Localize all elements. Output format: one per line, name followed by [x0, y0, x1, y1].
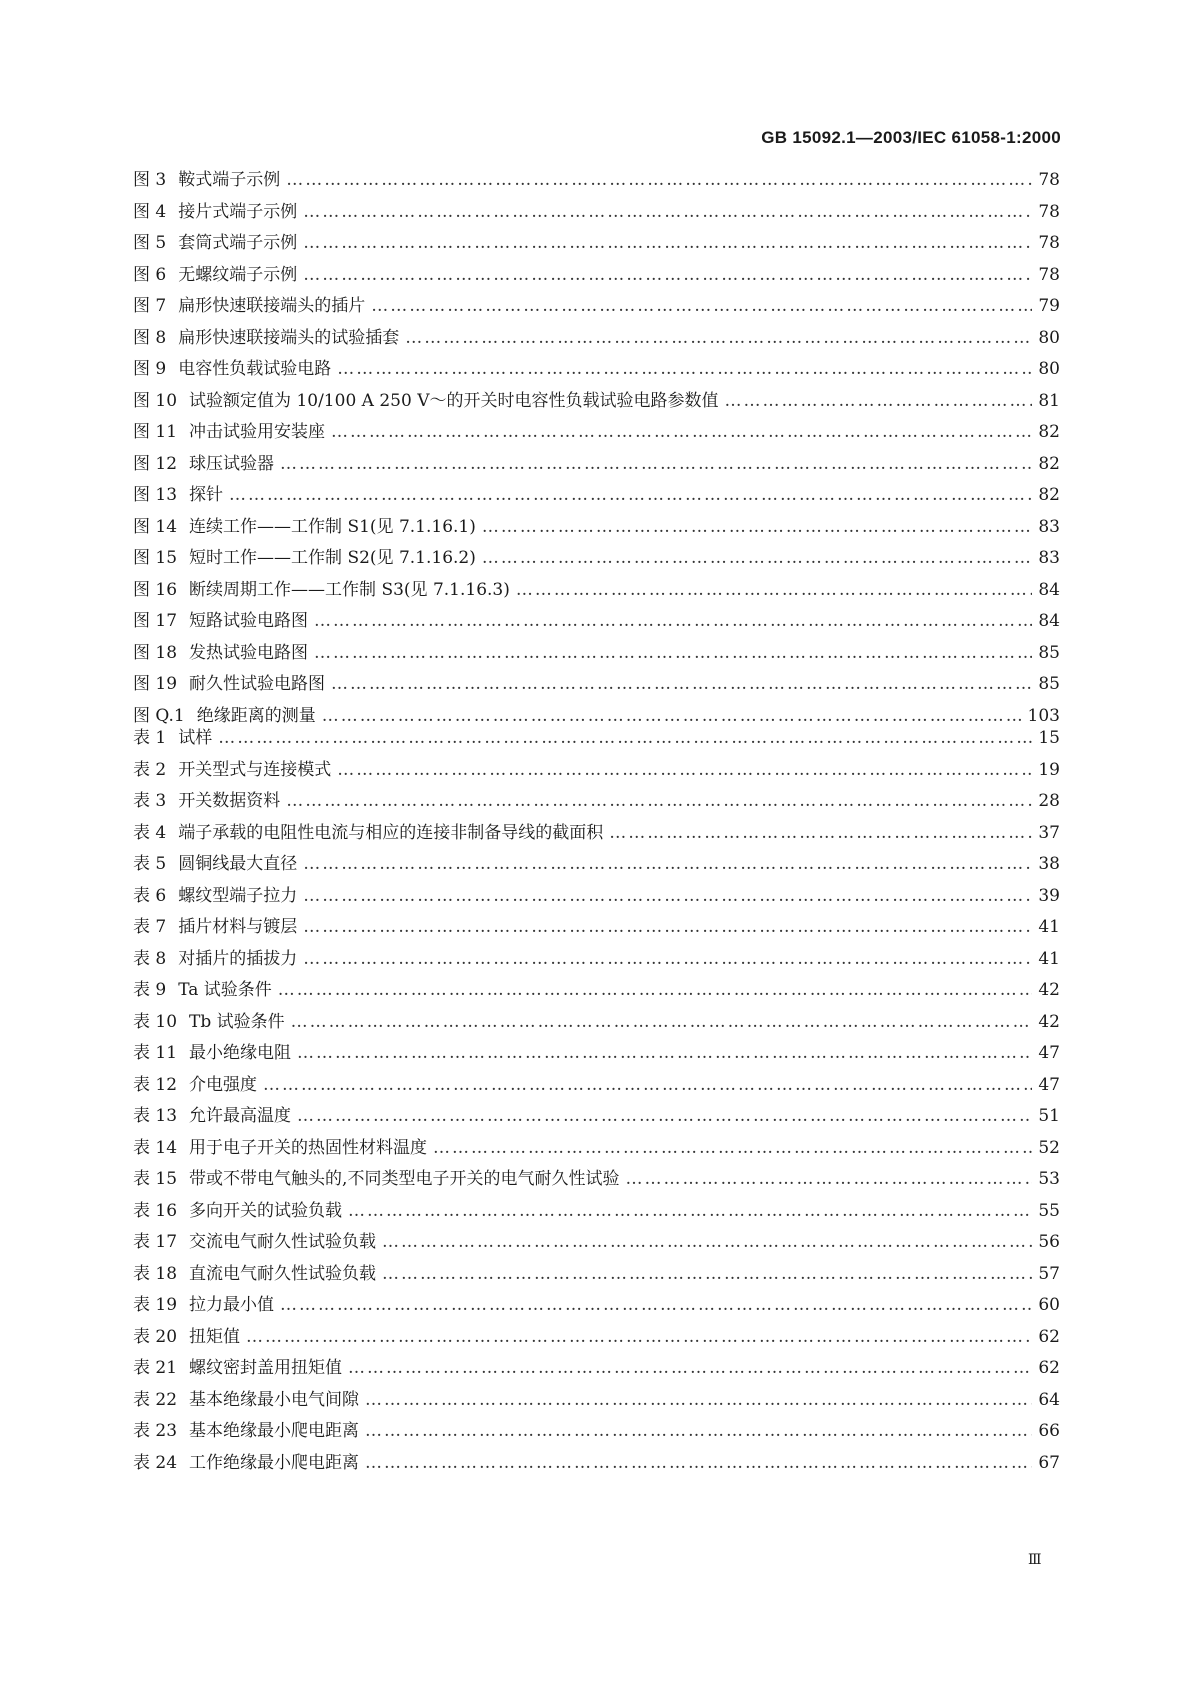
entry-label: 图 12 [133, 453, 178, 474]
figure-entry[interactable] [133, 291, 1060, 323]
entry-title: 端子承载的电阻性电流与相应的连接非制备导线的截面积 [178, 822, 604, 843]
table-entry[interactable] [133, 1164, 1060, 1196]
leader-dots [291, 1012, 1033, 1032]
entry-label: 图 13 [133, 485, 178, 505]
figure-entry[interactable] [133, 228, 1060, 260]
entry-label: 表 23 [133, 1421, 178, 1441]
entry-page-number: 83 [1038, 516, 1060, 537]
entry-page-number: 80 [1038, 359, 1060, 379]
leader-dots [314, 643, 1032, 663]
entry-page-number: 42 [1038, 980, 1060, 1000]
table-entry[interactable] [133, 1353, 1060, 1385]
table-entry[interactable] [133, 1038, 1060, 1070]
entry-title: 耐久性试验电路图 [189, 674, 326, 694]
entry-title: 拉力最小值 [189, 1295, 275, 1315]
entry-page-number: 19 [1038, 759, 1060, 780]
entry-page-number: 83 [1038, 548, 1060, 568]
leader-dots [371, 296, 1032, 316]
entry-title: 发热试验电路图 [189, 642, 309, 663]
entry-label: 图 19 [133, 674, 178, 694]
leader-dots [405, 328, 1032, 348]
entry-label: 表 24 [133, 1452, 178, 1473]
entry-label: 表 17 [133, 1232, 178, 1252]
table-entry[interactable] [133, 1227, 1060, 1259]
entry-label: 表 20 [133, 1326, 178, 1347]
entry-label: 表 14 [133, 1137, 178, 1158]
entry-title: 试样 [178, 728, 213, 748]
table-entry[interactable] [133, 1259, 1060, 1291]
entry-page-number: 103 [1027, 705, 1060, 726]
leader-dots [303, 917, 1032, 937]
entry-title: 短时工作——工作制 S2(见 7.1.16.2) [189, 548, 476, 568]
leader-dots [229, 485, 1032, 505]
entry-page-number: 57 [1038, 1263, 1060, 1284]
leader-dots [303, 854, 1032, 874]
leader-dots [280, 1295, 1032, 1315]
entry-label: 图 8 [133, 327, 167, 348]
leader-dots [297, 1043, 1032, 1063]
entry-title: 开关数据资料 [178, 791, 281, 811]
figure-entry[interactable] [133, 386, 1060, 418]
entry-title: 试验额定值为 10/100 A 250 V～的开关时电容性负载试验电路参数值 [189, 390, 719, 411]
entry-page-number: 82 [1038, 485, 1060, 505]
table-entry[interactable] [133, 849, 1060, 881]
entry-title: 无螺纹端子示例 [178, 264, 298, 285]
entry-page-number: 56 [1038, 1232, 1060, 1252]
table-entry[interactable] [133, 786, 1060, 818]
entry-label: 图 3 [133, 170, 167, 190]
figure-entry[interactable] [133, 543, 1060, 575]
table-entry[interactable] [133, 1290, 1060, 1322]
figure-entry[interactable] [133, 512, 1060, 544]
table-entry[interactable] [133, 723, 1060, 755]
entry-page-number: 79 [1038, 296, 1060, 316]
leader-dots [280, 454, 1032, 474]
entry-title: 插片材料与镀层 [178, 917, 298, 937]
leader-dots [303, 949, 1032, 969]
entry-page-number: 67 [1038, 1452, 1060, 1473]
entry-label: 表 2 [133, 759, 167, 780]
entry-page-number: 37 [1038, 822, 1060, 843]
table-entry[interactable] [133, 1322, 1060, 1354]
table-entry[interactable] [133, 1007, 1060, 1039]
entry-page-number: 85 [1038, 642, 1060, 663]
entry-page-number: 62 [1038, 1326, 1060, 1347]
entry-label: 图 5 [133, 233, 167, 253]
entry-title: 圆铜线最大直径 [178, 854, 298, 874]
entry-title: 电容性负载试验电路 [178, 359, 332, 379]
table-entry[interactable] [133, 1448, 1060, 1480]
entry-label: 表 9 [133, 980, 167, 1000]
entry-page-number: 78 [1038, 233, 1060, 253]
leader-dots [348, 1358, 1032, 1378]
leader-dots [337, 359, 1032, 379]
leader-dots [609, 823, 1032, 843]
table-entry[interactable] [133, 1416, 1060, 1448]
entry-page-number: 78 [1038, 201, 1060, 222]
standard-code-header: GB 15092.1—2003/IEC 61058-1:2000 [761, 128, 1061, 147]
entry-title: 直流电气耐久性试验负载 [189, 1263, 377, 1284]
entry-page-number: 82 [1038, 453, 1060, 474]
table-list [133, 723, 1060, 1479]
figure-entry[interactable] [133, 449, 1060, 481]
entry-title: 螺纹型端子拉力 [178, 885, 298, 906]
entry-title: 最小绝缘电阻 [189, 1043, 292, 1063]
entry-page-number: 62 [1038, 1358, 1060, 1378]
entry-title: 开关型式与连接模式 [178, 759, 332, 780]
figure-entry[interactable] [133, 260, 1060, 292]
figure-entry[interactable] [133, 354, 1060, 386]
entry-page-number: 60 [1038, 1295, 1060, 1315]
entry-title: Ta 试验条件 [178, 980, 272, 1000]
leader-dots [365, 1390, 1032, 1410]
entry-label: 图 7 [133, 296, 167, 316]
entry-page-number: 78 [1038, 264, 1060, 285]
entry-title: 套筒式端子示例 [178, 233, 298, 253]
table-entry[interactable] [133, 912, 1060, 944]
entry-label: 图 15 [133, 548, 178, 568]
entry-title: 螺纹密封盖用扭矩值 [189, 1358, 343, 1378]
entry-page-number: 81 [1038, 390, 1060, 411]
entry-page-number: 42 [1038, 1011, 1060, 1032]
entry-title: 带或不带电气触头的,不同类型电子开关的电气耐久性试验 [189, 1169, 620, 1189]
entry-label: 图 17 [133, 611, 178, 631]
leader-dots [303, 886, 1032, 906]
table-entry[interactable] [133, 881, 1060, 913]
entry-label: 表 7 [133, 917, 167, 937]
entry-title: 工作绝缘最小爬电距离 [189, 1452, 360, 1473]
entry-label: 表 11 [133, 1043, 178, 1063]
entry-label: 图 Q.1 [133, 705, 185, 726]
table-entry[interactable] [133, 818, 1060, 850]
entry-page-number: 80 [1038, 327, 1060, 348]
entry-label: 表 5 [133, 854, 167, 874]
entry-title: 基本绝缘最小电气间隙 [189, 1389, 360, 1410]
leader-dots [331, 422, 1032, 442]
entry-label: 图 16 [133, 579, 178, 600]
entry-label: 图 18 [133, 642, 178, 663]
entry-title: 球压试验器 [189, 453, 275, 474]
figure-entry[interactable] [133, 417, 1060, 449]
table-entry[interactable] [133, 1196, 1060, 1228]
entry-label: 表 13 [133, 1106, 178, 1126]
leader-dots [482, 517, 1032, 537]
entry-page-number: 66 [1038, 1421, 1060, 1441]
entry-title: 用于电子开关的热固性材料温度 [189, 1137, 428, 1158]
entry-title: 多向开关的试验负载 [189, 1200, 343, 1221]
entry-label: 表 19 [133, 1295, 178, 1315]
table-entry[interactable] [133, 1070, 1060, 1102]
leader-dots [516, 580, 1032, 600]
entry-page-number: 41 [1038, 948, 1060, 969]
table-entry[interactable] [133, 975, 1060, 1007]
entry-title: 扭矩值 [189, 1326, 241, 1347]
entry-page-number: 38 [1038, 854, 1060, 874]
entry-page-number: 15 [1038, 728, 1060, 748]
leader-dots [303, 202, 1032, 222]
entry-title: 基本绝缘最小爬电距离 [189, 1421, 360, 1441]
entry-title: 允许最高温度 [189, 1106, 292, 1126]
entry-title: 绝缘距离的测量 [196, 705, 316, 726]
entry-label: 表 8 [133, 948, 167, 969]
entry-page-number: 28 [1038, 791, 1060, 811]
entry-page-number: 47 [1038, 1074, 1060, 1095]
table-entry[interactable] [133, 1385, 1060, 1417]
figure-entry[interactable] [133, 669, 1060, 701]
table-entry[interactable] [133, 755, 1060, 787]
leader-dots [365, 1453, 1032, 1473]
leader-dots [433, 1138, 1032, 1158]
entry-page-number: 84 [1038, 579, 1060, 600]
table-entry[interactable] [133, 944, 1060, 976]
entry-title: 冲击试验用安装座 [189, 422, 326, 442]
entry-page-number: 39 [1038, 885, 1060, 906]
entry-title: 扁形快速联接端头的插片 [178, 296, 366, 316]
entry-title: Tb 试验条件 [189, 1011, 285, 1032]
leader-dots [263, 1075, 1032, 1095]
entry-label: 表 22 [133, 1389, 178, 1410]
entry-title: 鞍式端子示例 [178, 170, 281, 190]
entry-label: 表 18 [133, 1263, 178, 1284]
entry-page-number: 82 [1038, 422, 1060, 442]
leader-dots [218, 728, 1032, 748]
figure-list [133, 165, 1060, 732]
entry-page-number: 55 [1038, 1200, 1060, 1221]
entry-title: 交流电气耐久性试验负载 [189, 1232, 377, 1252]
entry-label: 表 4 [133, 822, 167, 843]
entry-page-number: 47 [1038, 1043, 1060, 1063]
entry-title: 扁形快速联接端头的试验插套 [178, 327, 400, 348]
leader-dots [314, 611, 1032, 631]
entry-page-number: 78 [1038, 170, 1060, 190]
leader-dots [297, 1106, 1032, 1126]
entry-label: 图 9 [133, 359, 167, 379]
leader-dots [303, 233, 1032, 253]
leader-dots [382, 1264, 1032, 1284]
leader-dots [348, 1201, 1032, 1221]
leader-dots [625, 1169, 1032, 1189]
figure-entry[interactable] [133, 197, 1060, 229]
figure-entry[interactable] [133, 606, 1060, 638]
entry-label: 图 14 [133, 516, 178, 537]
entry-label: 图 10 [133, 390, 178, 411]
entry-title: 短路试验电路图 [189, 611, 309, 631]
leader-dots [382, 1232, 1032, 1252]
entry-label: 表 15 [133, 1169, 178, 1189]
entry-label: 表 10 [133, 1011, 178, 1032]
leader-dots [286, 170, 1032, 190]
figure-entry[interactable] [133, 165, 1060, 197]
leader-dots [246, 1327, 1032, 1347]
entry-label: 表 3 [133, 791, 167, 811]
table-entry[interactable] [133, 1101, 1060, 1133]
entry-label: 表 16 [133, 1200, 178, 1221]
figure-entry[interactable] [133, 323, 1060, 355]
entry-title: 断续周期工作——工作制 S3(见 7.1.16.3) [189, 579, 510, 600]
entry-page-number: 51 [1038, 1106, 1060, 1126]
leader-dots [337, 760, 1032, 780]
figure-entry[interactable] [133, 480, 1060, 512]
entry-label: 表 6 [133, 885, 167, 906]
entry-label: 表 1 [133, 728, 167, 748]
leader-dots [303, 265, 1032, 285]
page-folio: Ⅲ [1028, 1552, 1042, 1568]
entry-title: 对插片的插拔力 [178, 948, 298, 969]
entry-page-number: 52 [1038, 1137, 1060, 1158]
leader-dots [482, 548, 1032, 568]
entry-page-number: 53 [1038, 1169, 1060, 1189]
entry-page-number: 84 [1038, 611, 1060, 631]
leader-dots [724, 391, 1032, 411]
leader-dots [278, 980, 1033, 1000]
entry-label: 图 4 [133, 201, 167, 222]
leader-dots [286, 791, 1032, 811]
entry-label: 表 12 [133, 1074, 178, 1095]
figure-entry[interactable] [133, 575, 1060, 607]
entry-label: 表 21 [133, 1358, 178, 1378]
entry-page-number: 85 [1038, 674, 1060, 694]
table-entry[interactable] [133, 1133, 1060, 1165]
entry-title: 接片式端子示例 [178, 201, 298, 222]
entry-title: 介电强度 [189, 1074, 258, 1095]
leader-dots [331, 674, 1032, 694]
entry-page-number: 64 [1038, 1389, 1060, 1410]
entry-page-number: 41 [1038, 917, 1060, 937]
figure-entry[interactable] [133, 638, 1060, 670]
entry-title: 连续工作——工作制 S1(见 7.1.16.1) [189, 516, 476, 537]
entry-label: 图 6 [133, 264, 167, 285]
entry-label: 图 11 [133, 422, 178, 442]
entry-title: 探针 [189, 485, 224, 505]
leader-dots [365, 1421, 1032, 1441]
